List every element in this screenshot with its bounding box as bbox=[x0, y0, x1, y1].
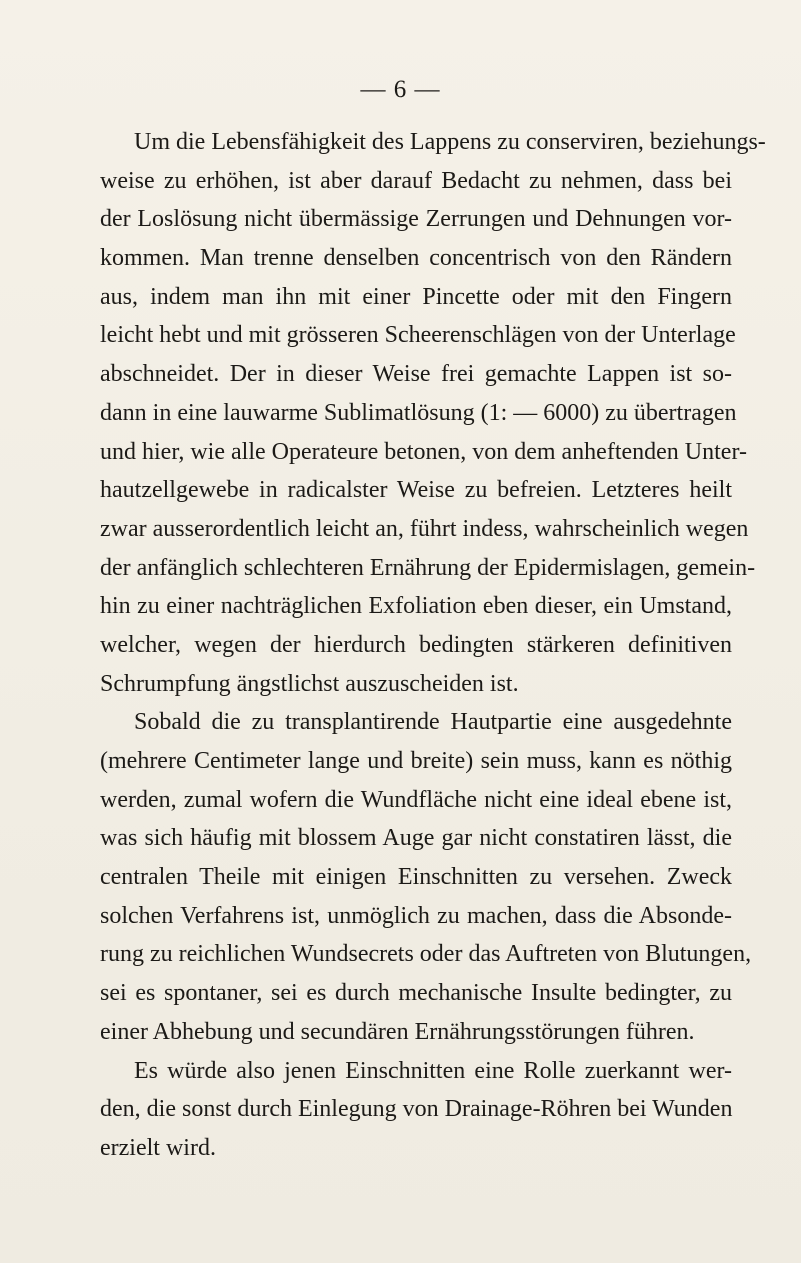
text-line: werden, zumal wofern die Wundfläche nicht eine ideal ebene ist, bbox=[100, 786, 732, 813]
text-line: abschneidet. Der in dieser Weise frei gemachte Lappen ist so- bbox=[100, 361, 732, 388]
text-line: Es würde also jenen Einschnitten eine Rolle zuerkannt wer- bbox=[134, 1057, 732, 1084]
text-line: kommen. Man trenne denselben concentrisch von den Rändern bbox=[100, 245, 732, 272]
text-line: hautzellgewebe in radicalster Weise zu befreien. Letzteres heilt bbox=[100, 477, 732, 504]
text-line: Sobald die zu transplantirende Hautpartie eine ausgedehnte bbox=[134, 709, 732, 736]
text-line: hin zu einer nachträglichen Exfoliation eben dieser, ein Umstand, bbox=[100, 593, 732, 620]
text-line: den, die sonst durch Einlegung von Drainage-Röhren bei Wunden bbox=[100, 1096, 733, 1123]
paragraph bbox=[100, 703, 752, 1051]
text-line: (mehrere Centimeter lange und breite) sein muss, kann es nöthig bbox=[100, 748, 732, 774]
text-line: Um die Lebensfähigkeit des Lappens zu conserviren, beziehungs- bbox=[134, 129, 766, 155]
paragraph bbox=[100, 123, 766, 703]
text-line: aus, indem man ihn mit einer Pincette oder mit den Fingern bbox=[100, 283, 732, 310]
text-line: leicht hebt und mit grösseren Scheerenschlägen von der Unterlage bbox=[100, 322, 736, 349]
paragraph bbox=[100, 1052, 732, 1168]
text-line: und hier, wie alle Operateure betonen, von dem anheftenden Unter- bbox=[100, 438, 747, 465]
text-line: solchen Verfahrens ist, unmöglich zu machen, dass die Absonde- bbox=[100, 902, 732, 929]
text-line: einer Abhebung und secundären Ernährungsstörungen führen. bbox=[100, 1018, 695, 1045]
text-line: der anfänglich schlechteren Ernährung der Epidermislagen, gemein- bbox=[100, 554, 756, 581]
body-text bbox=[100, 123, 766, 1168]
text-line: dann in eine lauwarme Sublimatlösung (1: — 6000) zu übertragen bbox=[100, 399, 737, 426]
page-number: — 6 — bbox=[360, 76, 441, 103]
text-line: sei es spontaner, sei es durch mechanische Insulte bedingter, zu bbox=[100, 980, 732, 1007]
text-line: Schrumpfung ängstlichst auszuscheiden ist. bbox=[100, 670, 519, 697]
text-line: erzielt wird. bbox=[100, 1134, 216, 1161]
text-line: was sich häufig mit blossem Auge gar nicht constatiren lässt, die bbox=[100, 825, 732, 852]
text-line: welcher, wegen der hierdurch bedingten stärkeren definitiven bbox=[100, 631, 732, 658]
text-line: rung zu reichlichen Wundsecrets oder das Auftreten von Blutungen, bbox=[100, 941, 752, 968]
text-line: der Loslösung nicht übermässige Zerrungen und Dehnungen vor- bbox=[100, 206, 732, 233]
text-line: weise zu erhöhen, ist aber darauf Bedacht zu nehmen, dass bei bbox=[100, 167, 732, 194]
text-line: centralen Theile mit einigen Einschnitten zu versehen. Zweck bbox=[100, 864, 732, 891]
text-line: zwar ausserordentlich leicht an, führt indess, wahrscheinlich wegen bbox=[100, 515, 749, 542]
